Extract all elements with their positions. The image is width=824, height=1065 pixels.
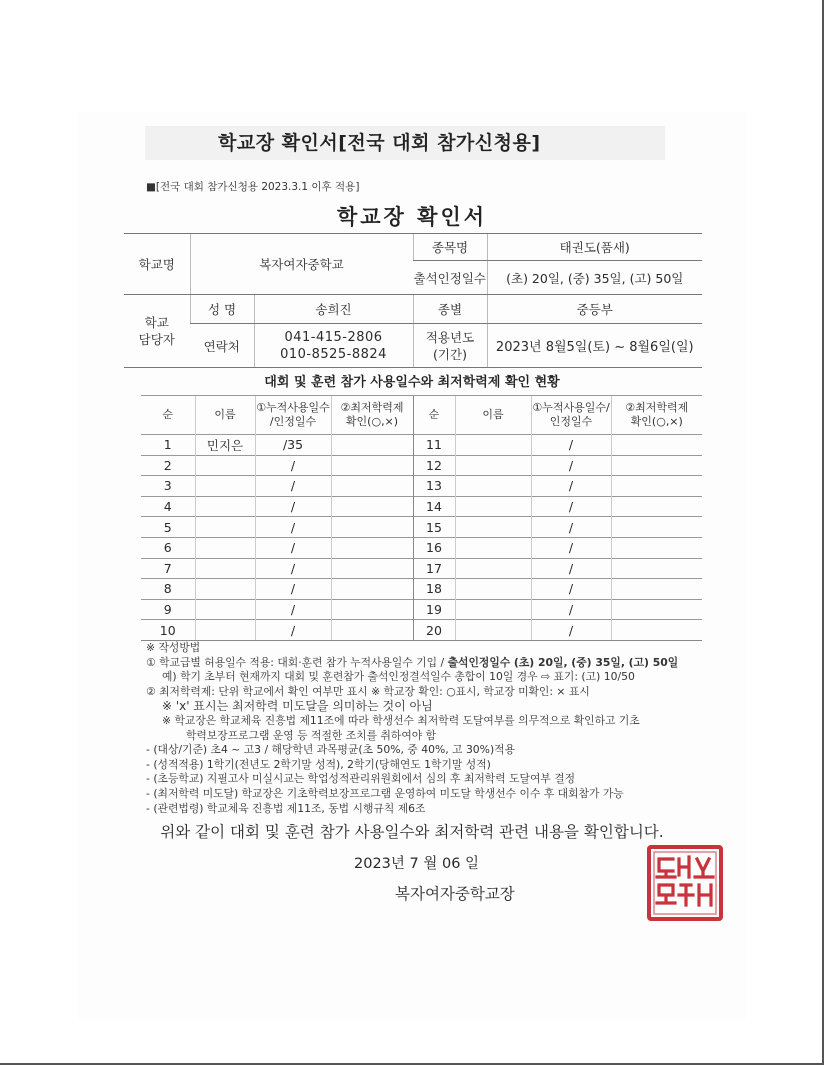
row-name	[195, 455, 255, 476]
row-days: /	[255, 496, 331, 517]
col-no-right: 순	[413, 396, 455, 435]
applied-note: ■[전국 대회 참가신청용 2023.3.1 이후 적용]	[146, 181, 360, 193]
col-min-right: ②최저학력제 확인(○,×)	[611, 396, 702, 435]
row-min	[331, 476, 413, 497]
col-days-left: ①누적사용일수 /인정일수	[255, 396, 331, 435]
row-days: /	[255, 599, 331, 620]
row-name	[455, 517, 531, 538]
row-days: /	[255, 517, 331, 538]
row-days: /	[255, 579, 331, 600]
col-days-right: ①누적사용일수/ 인정일수	[531, 396, 611, 435]
row-name	[195, 517, 255, 538]
row-min	[331, 435, 413, 456]
row-days: /	[531, 537, 611, 558]
note-1	[146, 656, 716, 671]
row-name: 민지은	[195, 435, 255, 456]
row-no: 9	[141, 599, 195, 620]
row-min	[331, 620, 413, 641]
school-label: 학교명	[124, 234, 190, 295]
event-value: 태권도(품새)	[487, 234, 702, 261]
form-title: 학교장 확인서	[336, 205, 488, 229]
row-days: /	[531, 435, 611, 456]
table-row	[141, 620, 702, 641]
row-days: /	[255, 537, 331, 558]
row-name	[455, 496, 531, 517]
row-no: 1	[141, 435, 195, 456]
table-row	[141, 579, 702, 600]
row-days: /	[255, 455, 331, 476]
row-no: 3	[141, 476, 195, 497]
row-min	[611, 517, 702, 538]
row-min	[611, 579, 702, 600]
row-name	[195, 558, 255, 579]
col-name-right: 이름	[455, 396, 531, 435]
row-min	[331, 579, 413, 600]
attendance-label: 출석인정일수	[413, 261, 487, 295]
row-name	[455, 620, 531, 641]
row-days: /	[531, 579, 611, 600]
row-days: /	[531, 496, 611, 517]
row-name	[195, 620, 255, 641]
row-no: 15	[413, 517, 455, 538]
table-row	[141, 558, 702, 579]
table-row	[141, 599, 702, 620]
col-name-left: 이름	[195, 396, 255, 435]
row-no: 17	[413, 558, 455, 579]
row-no: 8	[141, 579, 195, 600]
note-4: ※ 학교장은 학교체육 진흥법 제11조에 따라 학생선수 최저학력 도달여부를 의무적으로 확인하고 기초	[162, 713, 640, 727]
col-no-left: 순	[141, 396, 195, 435]
row-name	[195, 599, 255, 620]
name-label: 성 명	[190, 295, 254, 324]
roster-subtitle: 대회 및 훈련 참가 사용일수와 최저학력제 확인 현황	[264, 375, 560, 390]
roster-table	[141, 395, 702, 641]
row-days: /	[531, 558, 611, 579]
note-2: ② 최저학력제: 단위 학교에서 확인 여부만 표시 ※ 학교장 확인: ○표시, 학교장 미확인: × 표시	[146, 684, 590, 698]
row-no: 16	[413, 537, 455, 558]
name-value: 송희진	[254, 295, 413, 324]
row-min	[331, 455, 413, 476]
note-8: - (최저학력 미도달) 학교장은 기초학력보장프로그램 운영하여 미도달 학생선수 이수 후 대회참가 가능	[146, 786, 624, 800]
row-min	[331, 537, 413, 558]
note-9: - (관련법령) 학교체육 진흥법 제11조, 동법 시행규칙 제6조	[146, 801, 426, 815]
row-no: 6	[141, 537, 195, 558]
row-min	[611, 599, 702, 620]
category-label: 종별	[413, 295, 487, 324]
document-title: 학교장 확인서[전국 대회 참가신청용]	[218, 132, 541, 154]
row-name	[195, 476, 255, 497]
row-name	[455, 476, 531, 497]
info-table	[124, 233, 702, 368]
row-no: 13	[413, 476, 455, 497]
row-min	[331, 496, 413, 517]
row-no: 4	[141, 496, 195, 517]
col-min-left: ②최저학력제 확인(○,×)	[331, 396, 413, 435]
row-no: 7	[141, 558, 195, 579]
note-1-text: ① 학교급별 허용일수 적용: 대회·훈련 참가 누적사용일수 기입 /	[146, 655, 448, 669]
row-days: /	[531, 517, 611, 538]
row-name	[455, 558, 531, 579]
period-value: 2023년 8월5일(토) ~ 8월6일(일)	[487, 324, 702, 368]
contact-phones	[254, 324, 413, 368]
row-days: /35	[255, 435, 331, 456]
row-no: 19	[413, 599, 455, 620]
row-no: 5	[141, 517, 195, 538]
row-min	[611, 435, 702, 456]
row-no: 12	[413, 455, 455, 476]
row-days: /	[255, 620, 331, 641]
phone-office: 041-415-2806	[284, 329, 383, 345]
row-no: 11	[413, 435, 455, 456]
row-min	[611, 620, 702, 641]
row-min	[611, 558, 702, 579]
note-4-cont: 학력보장프로그램 운영 등 적절한 조치를 취하여야 함	[186, 728, 437, 742]
manager-label: 학교 담당자	[124, 295, 190, 368]
row-min	[331, 599, 413, 620]
row-days: /	[531, 476, 611, 497]
table-row	[141, 496, 702, 517]
row-min	[331, 558, 413, 579]
row-days: /	[255, 558, 331, 579]
note-5: - (대상/기준) 초4 ~ 고3 / 해당학년 과목평균(초 50%, 중 40%, 고 30%)적용	[146, 743, 516, 757]
note-7: - (초등학교) 지필고사 미실시교는 학업성적관리위원회에서 심의 후 최저학력 도달여부 결정	[146, 772, 576, 786]
confirmation-statement: 위와 같이 대회 및 훈련 참가 사용일수와 최저학력 관련 내용을 확인합니다.	[160, 823, 664, 841]
category-value: 중등부	[487, 295, 702, 324]
row-days: /	[531, 455, 611, 476]
row-name	[455, 455, 531, 476]
row-name	[455, 435, 531, 456]
row-name	[455, 579, 531, 600]
row-days: /	[531, 599, 611, 620]
instructions	[146, 641, 716, 816]
principal-name: 복자여자중학교장	[395, 885, 515, 903]
row-days: /	[531, 620, 611, 641]
row-min	[611, 455, 702, 476]
row-days: /	[255, 476, 331, 497]
attendance-value: (초) 20일, (중) 35일, (고) 50일	[487, 261, 702, 295]
note-1-bold: 출석인정일수 (초) 20일, (중) 35일, (고) 50일	[447, 655, 679, 669]
roster-body	[141, 435, 702, 641]
table-row	[141, 517, 702, 538]
table-row	[141, 435, 702, 456]
school-name: 복자여자중학교	[190, 234, 413, 295]
event-label: 종목명	[413, 234, 487, 261]
notes-heading: ※ 작성방법	[146, 641, 201, 654]
note-6: - (성적적용) 1학기(전년도 2학기말 성적), 2학기(당해연도 1학기말 성적)	[146, 757, 491, 771]
issue-date: 2023년 7 월 06 일	[354, 856, 480, 872]
row-name	[455, 599, 531, 620]
school-seal-stamp	[645, 843, 725, 923]
row-name	[195, 496, 255, 517]
note-1-example: 예) 학기 초부터 현재까지 대회 및 훈련참가 출석인정결석일수 총합이 10일 경우 ⇨ 표기: (고) 10/50	[162, 670, 635, 684]
row-no: 14	[413, 496, 455, 517]
row-no: 2	[141, 455, 195, 476]
row-name	[195, 579, 255, 600]
phone-mobile: 010-8525-8824	[280, 346, 387, 362]
row-name	[195, 537, 255, 558]
contact-label: 연락처	[190, 324, 254, 368]
period-label: 적용년도 (기간)	[413, 324, 487, 368]
row-no: 18	[413, 579, 455, 600]
row-min	[611, 537, 702, 558]
note-3: ※ 'x' 표시는 최저학력 미도달을 의미하는 것이 아님	[162, 699, 433, 714]
table-row	[141, 476, 702, 497]
row-min	[611, 476, 702, 497]
row-min	[611, 496, 702, 517]
row-no: 20	[413, 620, 455, 641]
row-name	[455, 537, 531, 558]
row-no: 10	[141, 620, 195, 641]
table-row	[141, 537, 702, 558]
table-row	[141, 455, 702, 476]
row-min	[331, 517, 413, 538]
